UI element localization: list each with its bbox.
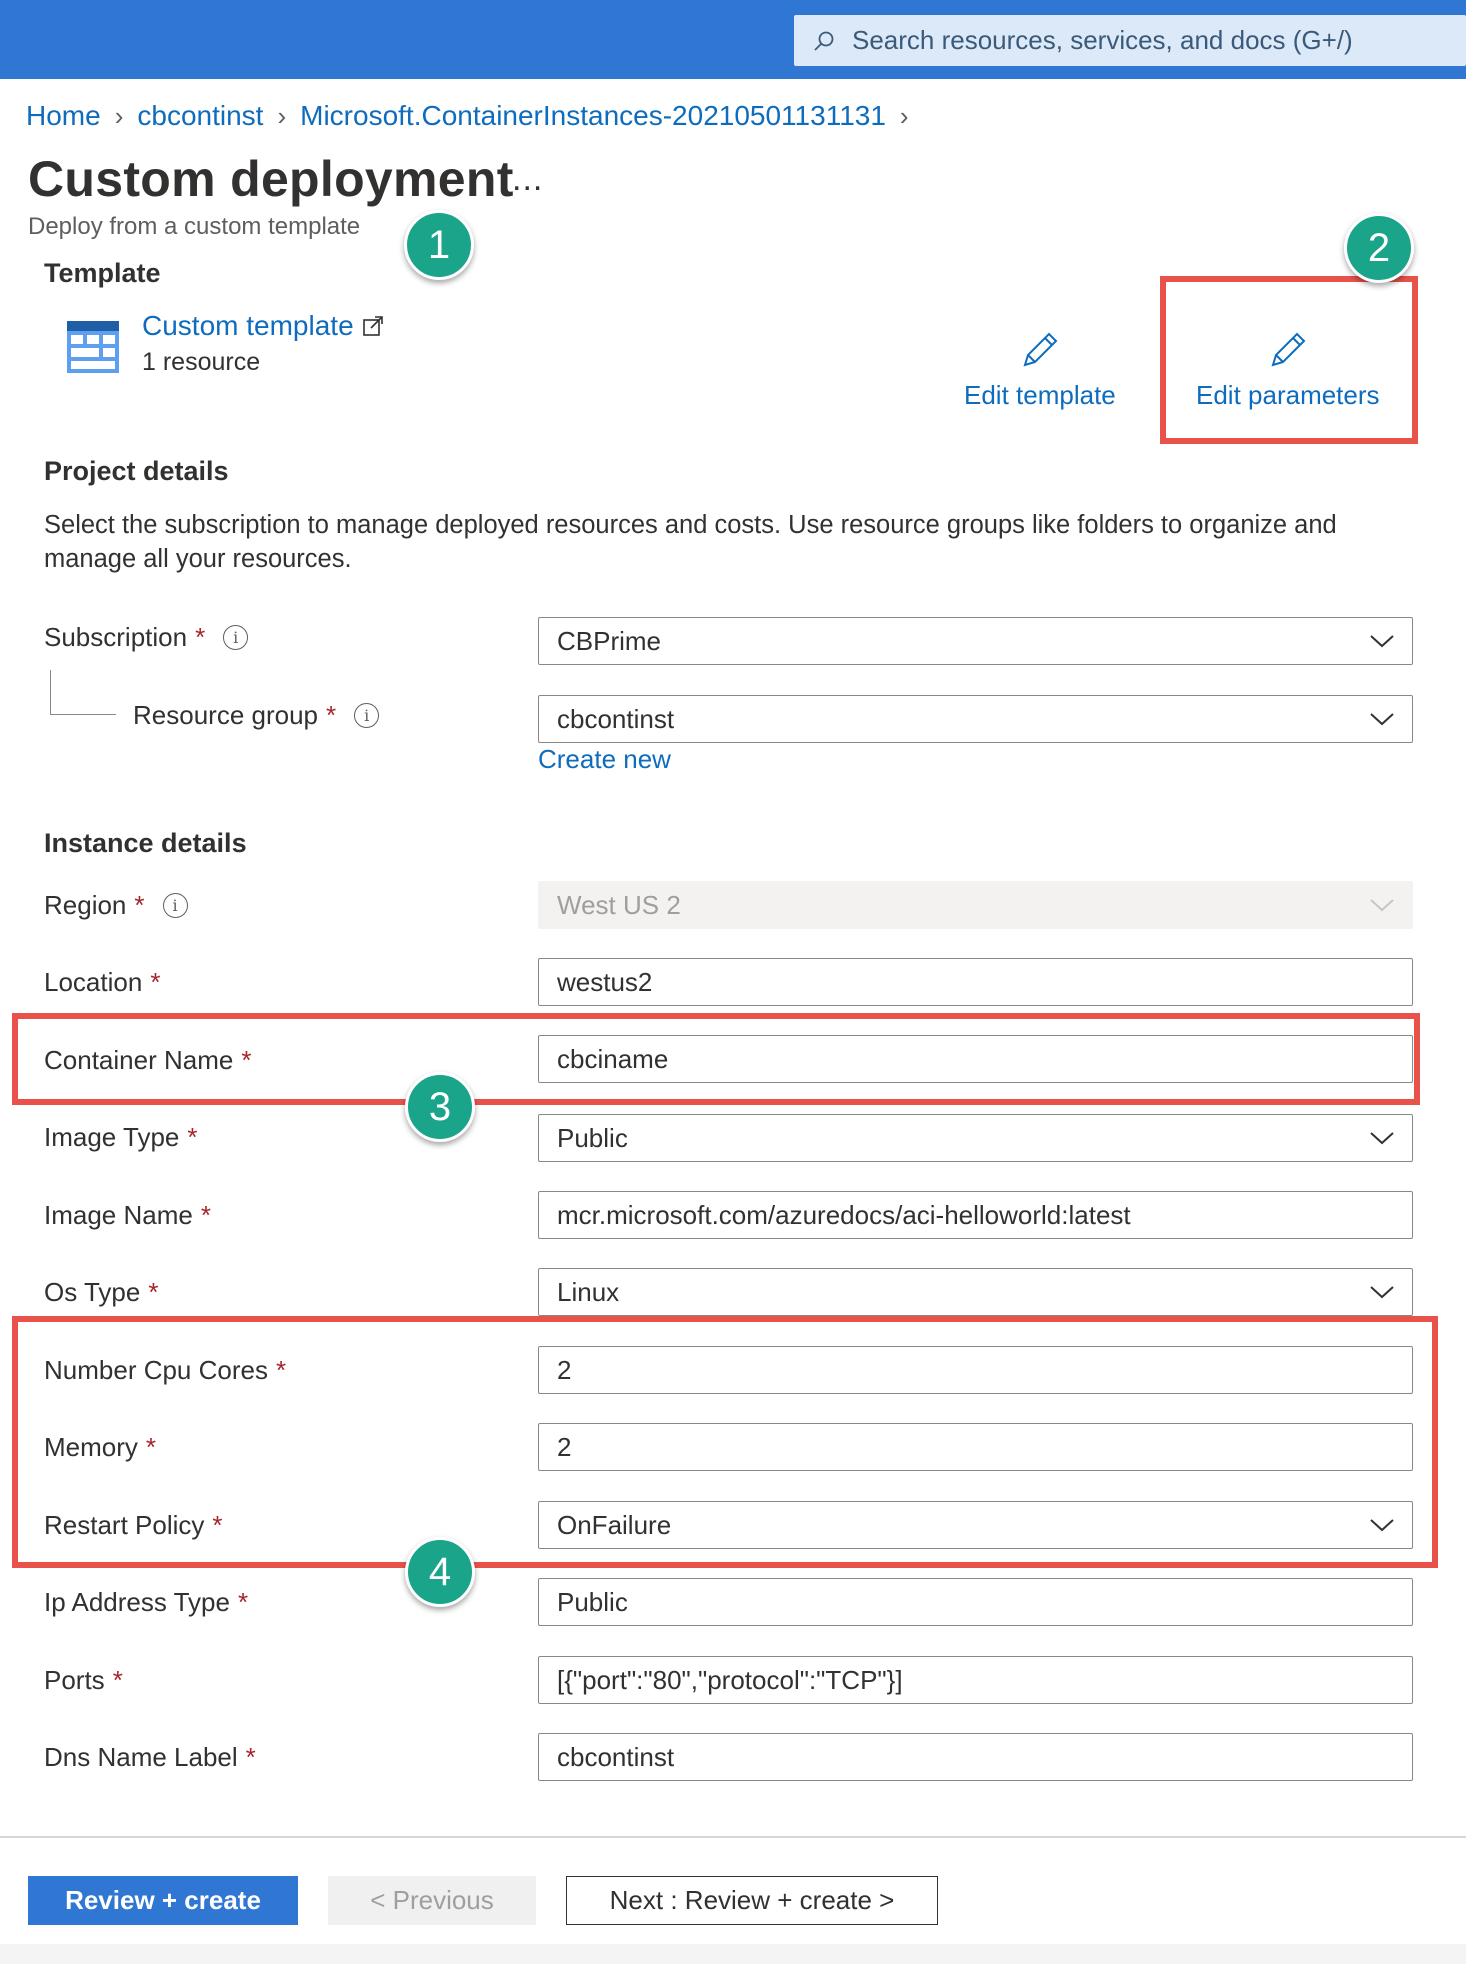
restart-policy-value: OnFailure xyxy=(557,1509,672,1540)
required-marker: * xyxy=(212,1510,223,1540)
required-marker: * xyxy=(187,1122,198,1152)
review-create-button[interactable]: Review + create xyxy=(28,1876,298,1925)
page-subtitle: Deploy from a custom template xyxy=(28,213,361,240)
region-label xyxy=(44,890,188,921)
subscription-value: CBPrime xyxy=(557,625,662,656)
subscription-select[interactable] xyxy=(538,617,1413,665)
dns-name-label-label xyxy=(44,1742,256,1773)
image-type-label-text: Image Type xyxy=(44,1122,180,1152)
restart-policy-select[interactable] xyxy=(538,1501,1413,1549)
required-marker: * xyxy=(275,1355,287,1385)
location-label xyxy=(44,967,160,998)
os-type-label xyxy=(44,1277,158,1308)
template-resource-count: 1 resource xyxy=(142,348,261,376)
chevron-down-icon xyxy=(1368,1127,1396,1149)
pencil-icon xyxy=(1020,328,1060,370)
image-type-value: Public xyxy=(557,1122,628,1153)
info-icon[interactable]: i xyxy=(354,703,379,728)
os-type-value: Linux xyxy=(557,1276,620,1307)
edit-template-button[interactable] xyxy=(964,328,1116,411)
chevron-down-icon xyxy=(1368,1281,1396,1303)
cpu-cores-label xyxy=(44,1355,286,1386)
container-name-label-text: Container Name xyxy=(44,1045,234,1075)
search-input[interactable] xyxy=(794,15,1466,66)
project-details-heading: Project details xyxy=(44,456,229,486)
edit-parameters-label: Edit parameters xyxy=(1196,380,1380,410)
region-select xyxy=(538,881,1413,929)
chevron-right-icon: › xyxy=(899,100,909,131)
location-value: westus2 xyxy=(557,966,653,997)
callout-badge-4: 4 xyxy=(405,1537,475,1607)
info-icon[interactable]: i xyxy=(163,893,188,918)
external-link-icon xyxy=(362,315,384,337)
required-marker: * xyxy=(134,890,145,920)
info-icon[interactable]: i xyxy=(223,625,248,650)
chevron-down-icon xyxy=(1368,1514,1396,1536)
resource-group-label-text: Resource group xyxy=(133,700,318,730)
custom-template-link[interactable] xyxy=(142,310,384,342)
dns-name-label-value: cbcontinst xyxy=(557,1741,675,1772)
cpu-cores-value: 2 xyxy=(557,1354,572,1385)
container-name-input[interactable] xyxy=(538,1035,1413,1083)
required-marker: * xyxy=(245,1742,256,1772)
os-type-select[interactable] xyxy=(538,1268,1413,1316)
ip-address-type-input[interactable] xyxy=(538,1578,1413,1626)
ip-address-type-value: Public xyxy=(557,1586,628,1617)
instance-details-heading: Instance details xyxy=(44,828,247,858)
region-label-text: Region xyxy=(44,890,127,920)
os-type-label-text: Os Type xyxy=(44,1277,141,1307)
required-marker: * xyxy=(112,1665,123,1695)
ports-label-text: Ports xyxy=(44,1665,105,1695)
required-marker: * xyxy=(195,622,206,652)
restart-policy-label-text: Restart Policy xyxy=(44,1510,205,1540)
resource-group-select[interactable] xyxy=(538,695,1413,743)
image-type-select[interactable] xyxy=(538,1114,1413,1162)
memory-label-text: Memory xyxy=(44,1432,138,1462)
subscription-label-text: Subscription xyxy=(44,622,188,652)
callout-badge-2: 2 xyxy=(1344,213,1414,283)
custom-template-link-label: Custom template xyxy=(142,310,354,341)
container-name-label xyxy=(44,1045,251,1076)
ports-value: [{"port":"80","protocol":"TCP"}] xyxy=(557,1664,903,1695)
page-title: Custom deployment xyxy=(28,151,514,207)
edit-parameters-button[interactable] xyxy=(1196,328,1380,411)
top-bar xyxy=(0,0,1466,79)
resource-group-label xyxy=(133,700,379,731)
search-icon xyxy=(812,29,836,53)
next-review-create-button[interactable]: Next : Review + create > xyxy=(566,1876,938,1925)
edit-template-label: Edit template xyxy=(964,380,1116,410)
resource-group-value: cbcontinst xyxy=(557,703,675,734)
breadcrumb-home[interactable]: Home xyxy=(26,100,101,131)
required-marker: * xyxy=(200,1200,211,1230)
required-marker: * xyxy=(148,1277,159,1307)
create-new-link[interactable]: Create new xyxy=(538,744,671,774)
tree-connector xyxy=(50,670,116,715)
bottom-edge xyxy=(0,1944,1466,1964)
restart-policy-label xyxy=(44,1510,223,1541)
cpu-cores-label-text: Number Cpu Cores xyxy=(44,1355,268,1385)
callout-badge-3: 3 xyxy=(405,1072,475,1142)
required-marker: * xyxy=(150,967,161,997)
breadcrumb-resource-group[interactable]: cbcontinst xyxy=(137,100,264,131)
previous-button: < Previous xyxy=(328,1876,536,1925)
image-name-label-text: Image Name xyxy=(44,1200,193,1230)
dns-name-label-input[interactable] xyxy=(538,1733,1413,1781)
ports-label xyxy=(44,1665,123,1696)
chevron-right-icon: › xyxy=(277,100,287,131)
memory-value: 2 xyxy=(557,1431,572,1462)
template-grid-icon xyxy=(66,320,120,374)
memory-input[interactable] xyxy=(538,1423,1413,1471)
ip-address-type-label-text: Ip Address Type xyxy=(44,1587,230,1617)
required-marker: * xyxy=(145,1432,157,1462)
image-name-value: mcr.microsoft.com/azuredocs/aci-helloworld:latest xyxy=(557,1199,1131,1230)
cpu-cores-input[interactable] xyxy=(538,1346,1413,1394)
memory-label xyxy=(44,1432,156,1463)
location-label-text: Location xyxy=(44,967,143,997)
dns-name-label-label-text: Dns Name Label xyxy=(44,1742,238,1772)
footer-divider xyxy=(0,1836,1466,1838)
template-heading: Template xyxy=(44,258,161,288)
image-name-input[interactable] xyxy=(538,1191,1413,1239)
search-placeholder: Search resources, services, and docs (G+/) xyxy=(852,25,1353,55)
required-marker: * xyxy=(237,1587,249,1617)
chevron-down-icon xyxy=(1368,708,1396,730)
chevron-down-icon xyxy=(1368,894,1396,916)
pencil-icon xyxy=(1268,328,1308,370)
ports-input[interactable] xyxy=(538,1656,1413,1704)
chevron-down-icon xyxy=(1368,630,1396,652)
image-name-label xyxy=(44,1200,211,1231)
container-name-value: cbciname xyxy=(557,1043,669,1074)
ip-address-type-label xyxy=(44,1587,248,1618)
image-type-label xyxy=(44,1122,198,1153)
breadcrumb-deployment[interactable]: Microsoft.ContainerInstances-20210501131131 xyxy=(300,100,886,131)
breadcrumb xyxy=(26,96,923,136)
location-input[interactable] xyxy=(538,958,1413,1006)
project-details-description: Select the subscription to manage deployed resources and costs. Use resource groups like folders to organize and manage all your resources. xyxy=(44,511,1337,573)
subscription-label xyxy=(44,622,248,653)
required-marker: * xyxy=(326,700,337,730)
callout-badge-1: 1 xyxy=(404,210,474,280)
chevron-right-icon: › xyxy=(114,100,124,131)
required-marker: * xyxy=(241,1045,252,1075)
more-options-button[interactable]: ... xyxy=(512,160,544,198)
region-value: West US 2 xyxy=(557,889,681,920)
